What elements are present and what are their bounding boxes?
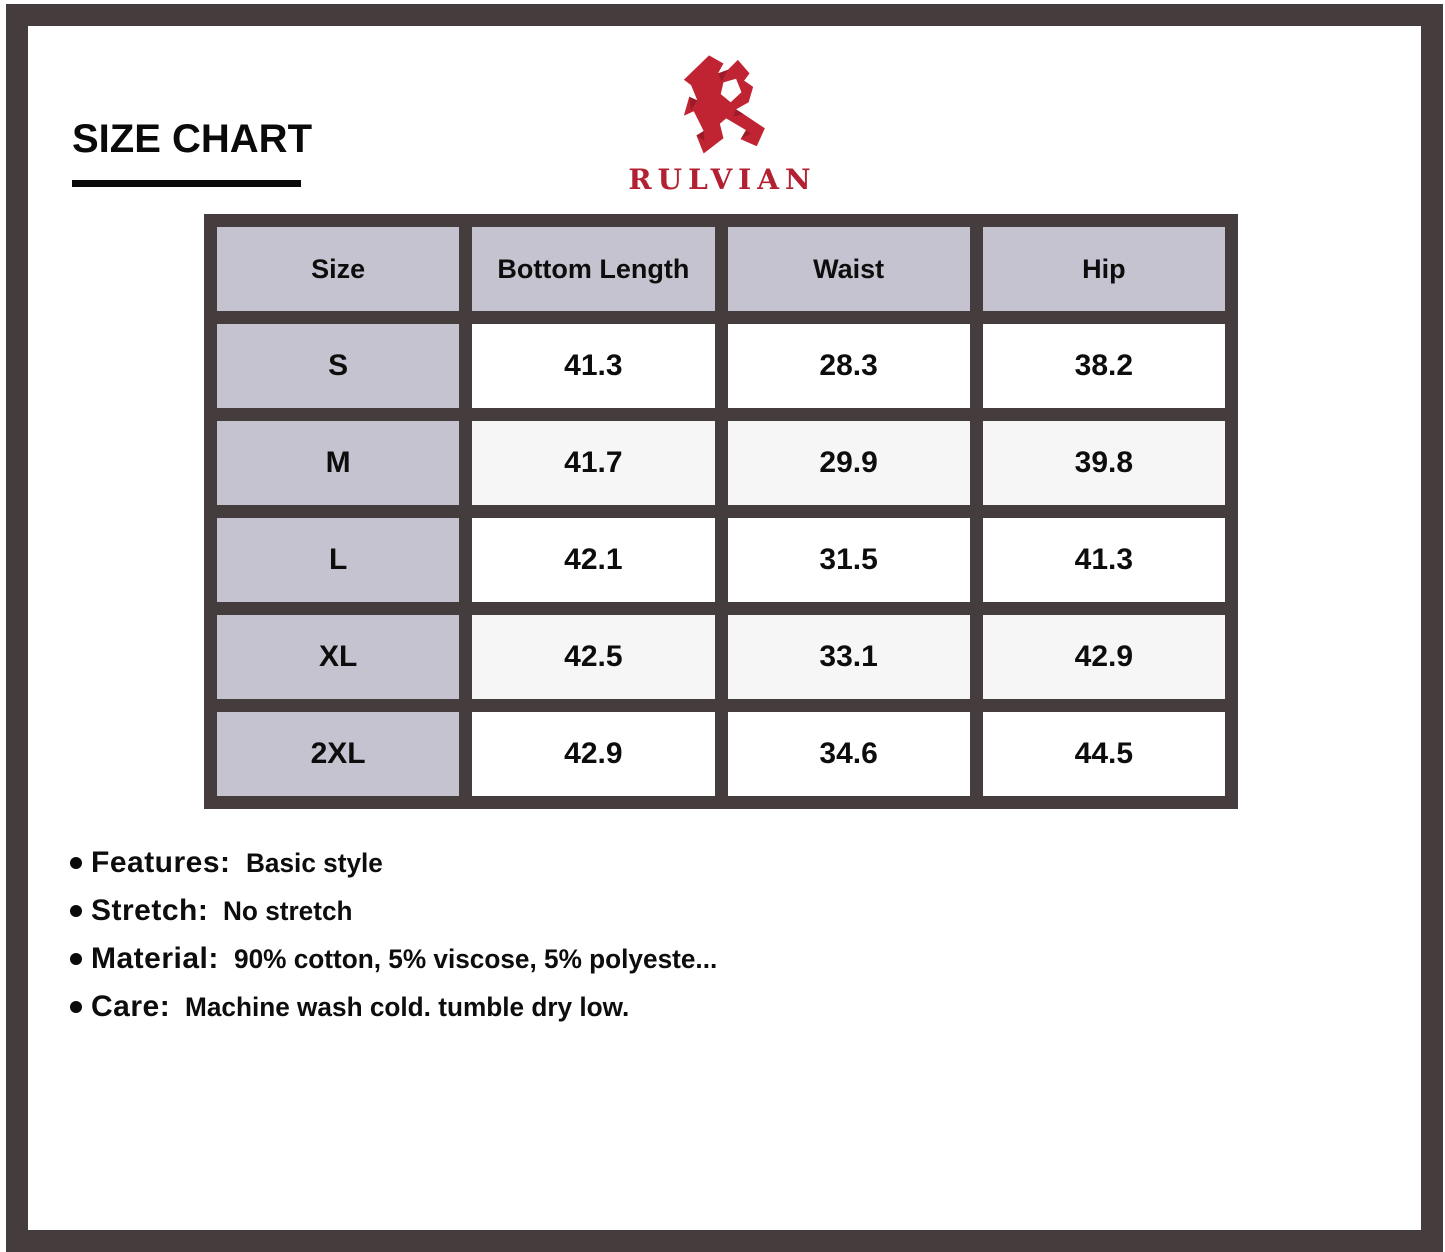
bullet-icon: [70, 857, 82, 869]
hip-value: 39.8: [976, 415, 1231, 512]
size-chart-table: [204, 214, 1238, 809]
detail-value: Machine wash cold. tumble dry low.: [185, 991, 630, 1022]
brand-logo: [0, 50, 1445, 196]
waist-value: 31.5: [721, 512, 976, 609]
detail-label: Care:: [91, 990, 171, 1023]
product-details-list: [70, 846, 732, 1038]
size-label: 2XL: [211, 706, 466, 803]
waist-value: 33.1: [721, 609, 976, 706]
bullet-icon: [70, 905, 82, 917]
table-row-m: [211, 415, 1232, 512]
hip-value: 38.2: [976, 318, 1231, 415]
detail-care: [70, 990, 732, 1024]
column-header-waist: Waist: [721, 221, 976, 318]
table-row-l: [211, 512, 1232, 609]
detail-stretch: [70, 894, 732, 928]
bullet-icon: [70, 1001, 82, 1013]
table-body: [211, 318, 1232, 803]
detail-label: Stretch:: [91, 894, 209, 927]
table-row-s: [211, 318, 1232, 415]
table-header: [211, 221, 1232, 318]
detail-value: Basic style: [245, 847, 383, 878]
hip-value: 41.3: [976, 512, 1231, 609]
bottom-length-value: 42.1: [466, 512, 721, 609]
waist-value: 28.3: [721, 318, 976, 415]
detail-features: [70, 846, 732, 880]
header-row: [211, 221, 1232, 318]
size-label: L: [211, 512, 466, 609]
detail-label: Material:: [91, 942, 219, 975]
detail-value: No stretch: [223, 895, 353, 926]
table-row-xl: [211, 609, 1232, 706]
brand-wordmark: RULVIAN: [628, 163, 817, 196]
bottom-length-value: 41.3: [466, 318, 721, 415]
column-header-bottom-length: Bottom Length: [466, 221, 721, 318]
detail-label: Features:: [91, 846, 231, 879]
table-row-2xl: [211, 706, 1232, 803]
size-label: XL: [211, 609, 466, 706]
brand-r-icon: [671, 50, 775, 158]
waist-value: 29.9: [721, 415, 976, 512]
bottom-length-value: 42.9: [466, 706, 721, 803]
waist-value: 34.6: [721, 706, 976, 803]
page-title: SIZE CHART: [72, 117, 312, 161]
size-label: M: [211, 415, 466, 512]
hip-value: 44.5: [976, 706, 1231, 803]
size-label: S: [211, 318, 466, 415]
column-header-size: Size: [211, 221, 466, 318]
column-header-hip: Hip: [976, 221, 1231, 318]
bullet-icon: [70, 953, 82, 965]
detail-value: 90% cotton, 5% viscose, 5% polyeste...: [233, 943, 718, 974]
detail-material: [70, 942, 732, 976]
hip-value: 42.9: [976, 609, 1231, 706]
bottom-length-value: 41.7: [466, 415, 721, 512]
bottom-length-value: 42.5: [466, 609, 721, 706]
